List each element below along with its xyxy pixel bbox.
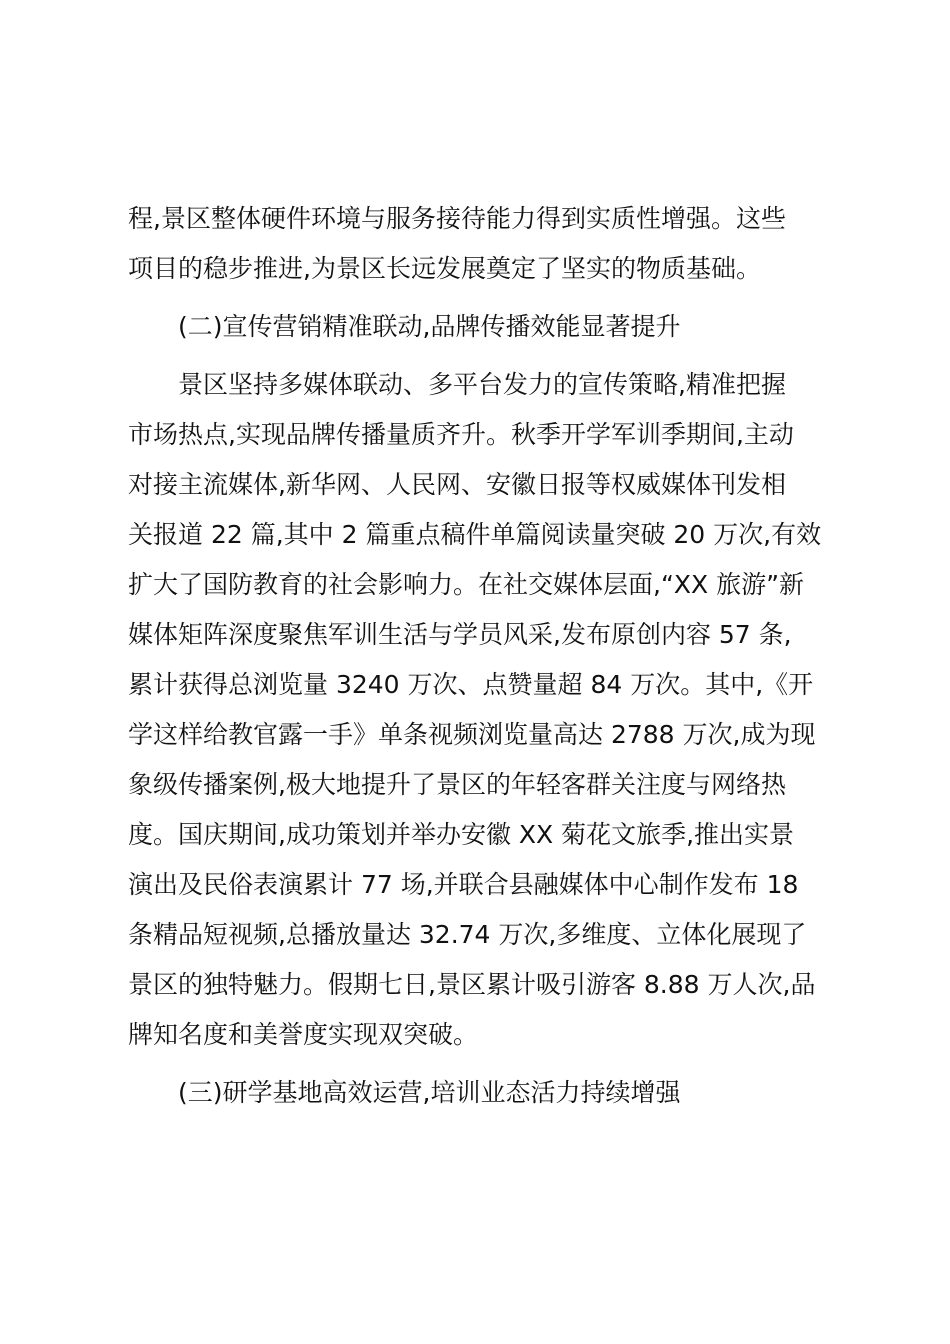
section-heading-2: (二)宣传营销精准联动,品牌传播效能显著提升 xyxy=(178,312,681,341)
text-line: 项目的稳步推进,为景区长远发展奠定了坚实的物质基础。 xyxy=(128,254,761,283)
document-body xyxy=(128,194,828,1118)
text-line: 市场热点,实现品牌传播量质齐升。秋季开学军训季期间,主动 xyxy=(128,420,794,449)
text-line: 条精品短视频,总播放量达 32.74 万次,多维度、立体化展现了 xyxy=(128,920,807,949)
section-heading-3: (三)研学基地高效运营,培训业态活力持续增强 xyxy=(178,1078,681,1107)
text-line: 演出及民俗表演累计 77 场,并联合县融媒体中心制作发布 18 xyxy=(128,870,799,899)
text-line: 象级传播案例,极大地提升了景区的年轻客群关注度与网络热 xyxy=(128,770,786,799)
text-line: 景区坚持多媒体联动、多平台发力的宣传策略,精准把握 xyxy=(178,370,786,399)
text-line: 景区的独特魅力。假期七日,景区累计吸引游客 8.88 万人次,品 xyxy=(128,970,816,999)
text-line: 累计获得总浏览量 3240 万次、点赞量超 84 万次。其中,《开 xyxy=(128,670,814,699)
text-line: 学这样给教官露一手》单条视频浏览量高达 2788 万次,成为现 xyxy=(128,720,816,749)
text-line: 程,景区整体硬件环境与服务接待能力得到实质性增强。这些 xyxy=(128,204,786,233)
paragraph-continuation xyxy=(128,194,828,294)
paragraph-marketing xyxy=(128,360,828,1060)
text-line: 关报道 22 篇,其中 2 篇重点稿件单篇阅读量突破 20 万次,有效 xyxy=(128,520,822,549)
text-line: 媒体矩阵深度聚焦军训生活与学员风采,发布原创内容 57 条, xyxy=(128,620,792,649)
text-line: 扩大了国防教育的社会影响力。在社交媒体层面,“XX 旅游”新 xyxy=(128,570,805,599)
text-line: 对接主流媒体,新华网、人民网、安徽日报等权威媒体刊发相 xyxy=(128,470,786,499)
text-line: 牌知名度和美誉度实现双突破。 xyxy=(128,1020,479,1049)
text-line: 度。国庆期间,成功策划并举办安徽 XX 菊花文旅季,推出实景 xyxy=(128,820,795,849)
